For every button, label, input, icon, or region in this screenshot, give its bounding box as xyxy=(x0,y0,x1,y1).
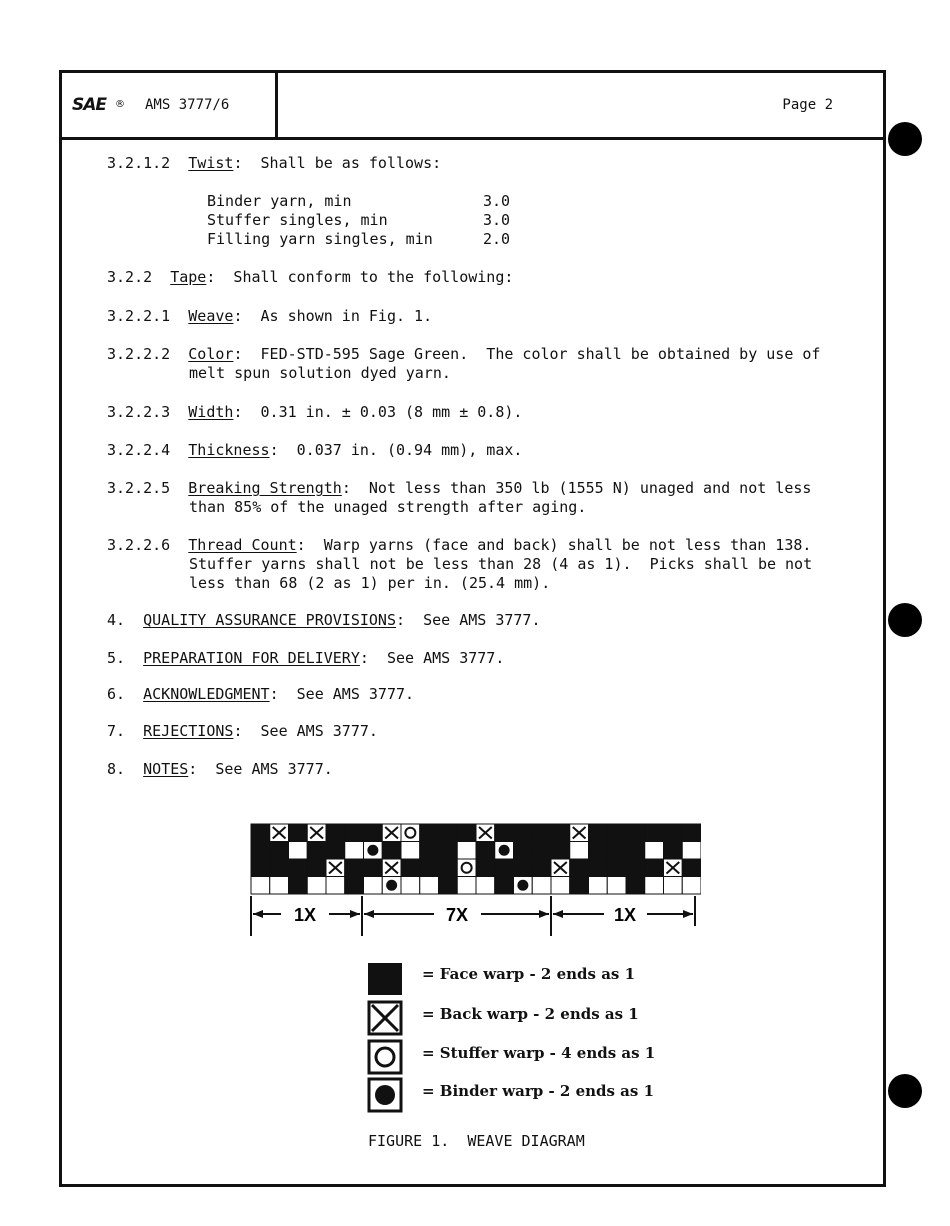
binder-warp-symbol xyxy=(367,1077,403,1113)
para-breaking-strength xyxy=(107,479,811,498)
section-number: 7. xyxy=(107,722,126,740)
weave-cell xyxy=(645,877,664,895)
para-title: Tape xyxy=(170,268,207,286)
para-text: : 0.31 in. ± 0.03 (8 mm ± 0.8). xyxy=(233,403,523,421)
para-title: Thickness xyxy=(188,441,270,459)
para-color-cont: melt spun solution dyed yarn. xyxy=(189,364,451,382)
section-text: : See AMS 3777. xyxy=(269,685,415,703)
section-notes xyxy=(107,760,333,779)
weave-diagram xyxy=(249,822,701,938)
weave-cell xyxy=(626,824,645,842)
para-twist xyxy=(107,154,441,173)
weave-cell xyxy=(664,824,683,842)
para-title: Breaking Strength xyxy=(188,479,342,497)
weave-cell xyxy=(270,877,289,895)
weave-cell xyxy=(532,842,551,860)
weave-cell xyxy=(664,842,683,860)
weave-cell xyxy=(607,859,626,877)
section-number: 8. xyxy=(107,760,126,778)
sae-logo: SAE xyxy=(72,95,107,115)
repeat-label: 1X xyxy=(613,905,637,925)
weave-cell xyxy=(420,877,439,895)
weave-cell xyxy=(289,859,308,877)
weave-cell xyxy=(364,877,383,895)
weave-cell xyxy=(589,824,608,842)
face-warp-symbol xyxy=(367,962,403,996)
weave-grid xyxy=(251,824,701,894)
weave-cell xyxy=(457,877,476,895)
weave-cell xyxy=(420,842,439,860)
weave-cell xyxy=(664,877,683,895)
para-breaking-cont: than 85% of the unaged strength after aging. xyxy=(189,498,587,516)
weave-cell xyxy=(457,842,476,860)
weave-cell xyxy=(570,859,589,877)
weave-cell xyxy=(476,859,495,877)
weave-cell xyxy=(345,824,364,842)
weave-cell xyxy=(645,842,664,860)
weave-cell xyxy=(326,842,345,860)
punch-hole-bottom xyxy=(888,1074,922,1108)
weave-cell xyxy=(589,842,608,860)
para-title: Weave xyxy=(188,307,234,325)
weave-cell xyxy=(270,842,289,860)
weave-cell xyxy=(495,859,514,877)
weave-cell xyxy=(495,824,514,842)
weave-cell xyxy=(420,824,439,842)
weave-cell xyxy=(532,859,551,877)
para-number: 3.2.2.4 xyxy=(107,441,171,459)
para-number: 3.2.2 xyxy=(107,268,153,286)
weave-cell xyxy=(551,877,570,895)
registered-mark: ® xyxy=(115,99,125,110)
para-number: 3.2.2.5 xyxy=(107,479,171,497)
weave-cell xyxy=(401,824,420,842)
para-thickness xyxy=(107,441,522,460)
twist-label: Filling yarn singles, min xyxy=(207,230,433,248)
section-title: NOTES xyxy=(143,760,189,778)
weave-cell xyxy=(251,877,270,895)
weave-cell xyxy=(476,842,495,860)
weave-cell xyxy=(607,877,626,895)
para-text: : Warp yarns (face and back) shall be not less than 138. xyxy=(296,536,812,554)
weave-cell xyxy=(645,824,664,842)
section-acknowledgment xyxy=(107,685,414,704)
para-number: 3.2.2.3 xyxy=(107,403,171,421)
weave-cell xyxy=(626,859,645,877)
weave-cell xyxy=(514,824,533,842)
weave-cell xyxy=(476,877,495,895)
weave-cell xyxy=(457,859,476,877)
weave-cell xyxy=(439,824,458,842)
para-text: : Shall be as follows: xyxy=(233,154,442,172)
twist-row xyxy=(207,192,352,211)
weave-cell xyxy=(514,842,533,860)
weave-cell xyxy=(626,877,645,895)
weave-cell xyxy=(607,824,626,842)
weave-cell xyxy=(401,842,420,860)
weave-cell xyxy=(532,824,551,842)
para-text: : Shall conform to the following: xyxy=(206,268,514,286)
twist-row xyxy=(207,211,388,230)
para-number: 3.2.2.2 xyxy=(107,345,171,363)
para-thread-cont: less than 68 (2 as 1) per in. (25.4 mm). xyxy=(189,574,551,592)
twist-value: 3.0 xyxy=(483,211,511,229)
weave-cell xyxy=(626,842,645,860)
legend-stuffer-warp: = Stuffer warp - 4 ends as 1 xyxy=(422,1044,656,1062)
page-header xyxy=(62,73,883,140)
section-title: REJECTIONS xyxy=(143,722,234,740)
weave-cell xyxy=(420,859,439,877)
para-text: : FED-STD-595 Sage Green. The color shall be obtained by use of xyxy=(233,345,821,363)
weave-cell xyxy=(570,842,589,860)
para-tape xyxy=(107,268,513,287)
section-number: 4. xyxy=(107,611,126,629)
para-number: 3.2.2.1 xyxy=(107,307,171,325)
twist-label: Binder yarn, min xyxy=(207,192,352,210)
section-text: : See AMS 3777. xyxy=(396,611,541,629)
section-number: 5. xyxy=(107,649,126,667)
section-text: : See AMS 3777. xyxy=(233,722,378,740)
para-title: Width xyxy=(188,403,234,421)
weave-cell xyxy=(326,824,345,842)
weave-cell xyxy=(326,877,345,895)
para-text: : Not less than 350 lb (1555 N) unaged and not less xyxy=(341,479,812,497)
para-title: Thread Count xyxy=(188,536,297,554)
weave-cell xyxy=(401,877,420,895)
weave-cell xyxy=(589,859,608,877)
para-weave xyxy=(107,307,432,326)
para-text: : 0.037 in. (0.94 mm), max. xyxy=(269,441,523,459)
twist-row xyxy=(207,230,433,249)
weave-cell xyxy=(307,842,326,860)
section-preparation xyxy=(107,649,504,668)
weave-cell xyxy=(607,842,626,860)
section-rejections xyxy=(107,722,378,741)
weave-cell xyxy=(401,859,420,877)
weave-cell xyxy=(682,842,701,860)
twist-label: Stuffer singles, min xyxy=(207,211,388,229)
weave-cell xyxy=(289,842,308,860)
para-title: Color xyxy=(188,345,234,363)
weave-cell xyxy=(532,877,551,895)
weave-cell xyxy=(307,877,326,895)
weave-cell xyxy=(364,859,383,877)
punch-hole-top xyxy=(888,122,922,156)
weave-cell xyxy=(551,842,570,860)
figure-caption: FIGURE 1. WEAVE DIAGRAM xyxy=(368,1132,585,1150)
weave-cell xyxy=(439,842,458,860)
weave-cell xyxy=(289,824,308,842)
legend-binder-warp: = Binder warp - 2 ends as 1 xyxy=(422,1082,655,1100)
weave-cell xyxy=(495,877,514,895)
section-number: 6. xyxy=(107,685,126,703)
weave-cell xyxy=(289,877,308,895)
weave-cell xyxy=(251,842,270,860)
para-number: 3.2.1.2 xyxy=(107,154,171,172)
para-title: Twist xyxy=(188,154,234,172)
weave-cell xyxy=(439,877,458,895)
twist-value: 2.0 xyxy=(483,230,511,248)
weave-cell xyxy=(589,877,608,895)
twist-value: 3.0 xyxy=(483,192,511,210)
weave-cell xyxy=(270,859,289,877)
section-title: ACKNOWLEDGMENT xyxy=(143,685,270,703)
weave-cell xyxy=(551,824,570,842)
weave-cell xyxy=(682,859,701,877)
stuffer-warp-symbol xyxy=(367,1039,403,1075)
legend-face-warp: = Face warp - 2 ends as 1 xyxy=(422,965,636,983)
weave-cell xyxy=(439,859,458,877)
section-text: : See AMS 3777. xyxy=(359,649,505,667)
para-color xyxy=(107,345,820,364)
weave-cell xyxy=(251,824,270,842)
repeat-label: 1X xyxy=(293,905,317,925)
weave-cell xyxy=(251,859,270,877)
weave-cell xyxy=(345,859,364,877)
repeat-label: 7X xyxy=(445,905,469,925)
weave-cell xyxy=(345,877,364,895)
para-thread-count xyxy=(107,536,811,555)
section-title: QUALITY ASSURANCE PROVISIONS xyxy=(143,611,396,629)
weave-cell xyxy=(382,842,401,860)
weave-cell xyxy=(570,877,589,895)
legend-back-warp: = Back warp - 2 ends as 1 xyxy=(422,1005,639,1023)
weave-cell xyxy=(682,824,701,842)
document-number: AMS 3777/6 xyxy=(145,97,230,113)
section-quality-assurance xyxy=(107,611,541,630)
para-thread-cont: Stuffer yarns shall not be less than 28 (4 as 1). Picks shall be not xyxy=(189,555,813,573)
weave-cell xyxy=(682,877,701,895)
page-number: Page 2 xyxy=(782,97,833,113)
para-number: 3.2.2.6 xyxy=(107,536,171,554)
section-title: PREPARATION FOR DELIVERY xyxy=(143,649,360,667)
section-text: : See AMS 3777. xyxy=(188,760,333,778)
weave-cell xyxy=(645,859,664,877)
punch-hole-middle xyxy=(888,603,922,637)
weave-cell xyxy=(307,859,326,877)
weave-cell xyxy=(514,859,533,877)
header-id-cell xyxy=(62,73,278,137)
weave-cell xyxy=(364,824,383,842)
para-text: : As shown in Fig. 1. xyxy=(233,307,433,325)
para-width xyxy=(107,403,522,422)
weave-cell xyxy=(345,842,364,860)
weave-cell xyxy=(457,824,476,842)
back-warp-symbol xyxy=(367,1000,403,1036)
